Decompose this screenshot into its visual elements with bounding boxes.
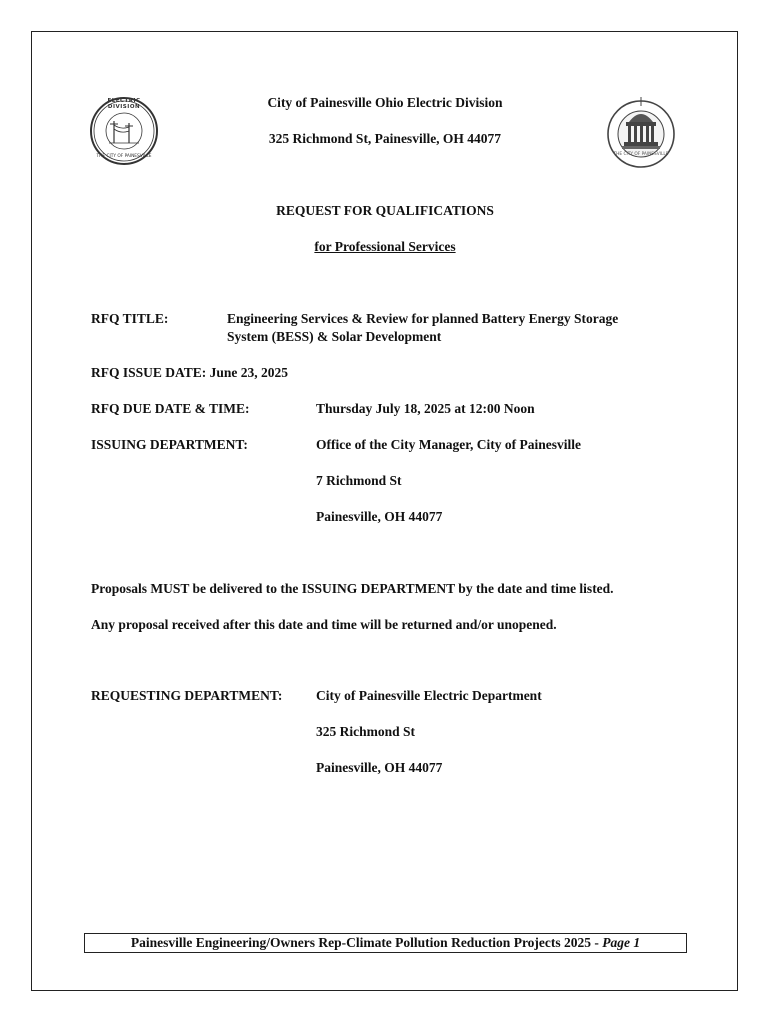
right-seal-text-bottom: THE CITY OF PAINESVILLE (613, 152, 669, 157)
rfq-title-line-1: Engineering Services & Review for planned Battery Energy Storage (227, 311, 619, 326)
left-seal-text-bottom: THE CITY OF PAINESVILLE (96, 154, 152, 159)
document-subtitle: for Professional Services (314, 239, 456, 254)
rfq-due-label: RFQ DUE DATE & TIME: (91, 401, 250, 416)
document-title: REQUEST FOR QUALIFICATIONS (276, 203, 494, 218)
org-name: City of Painesville Ohio Electric Division (267, 95, 503, 110)
org-address: 325 Richmond St, Painesville, OH 44077 (268, 131, 502, 146)
requesting-dept-line-2: 325 Richmond St (316, 724, 416, 739)
rfq-issue-date: RFQ ISSUE DATE: June 23, 2025 (91, 365, 289, 380)
issuing-dept-line-3: Painesville, OH 44077 (316, 509, 443, 524)
requesting-dept-label: REQUESTING DEPARTMENT: (91, 688, 283, 703)
issuing-dept-label: ISSUING DEPARTMENT: (91, 437, 248, 452)
notice-line-1: Proposals MUST be delivered to the ISSUING DEPARTMENT by the date and time listed. (91, 581, 614, 596)
issuing-dept-line-2: 7 Richmond St (316, 473, 402, 488)
page-footer (84, 933, 687, 953)
left-seal-text-top: ELECTRIC DIVISION (107, 98, 141, 110)
footer-page-number: Page 1 (602, 935, 641, 950)
requesting-dept-line-3: Painesville, OH 44077 (316, 760, 443, 775)
rfq-title-line-2: System (BESS) & Solar Development (227, 329, 442, 344)
notice-line-2: Any proposal received after this date and time will be returned and/or unopened. (91, 617, 557, 632)
rfq-title-label: RFQ TITLE: (91, 311, 169, 326)
footer-text: Painesville Engineering/Owners Rep-Climate Pollution Reduction Projects 2025 - (130, 935, 603, 950)
issuing-dept-line-1: Office of the City Manager, City of Painesville (316, 437, 581, 452)
rfq-due-value: Thursday July 18, 2025 at 12:00 Noon (316, 401, 535, 416)
requesting-dept-line-1: City of Painesville Electric Department (316, 688, 542, 703)
